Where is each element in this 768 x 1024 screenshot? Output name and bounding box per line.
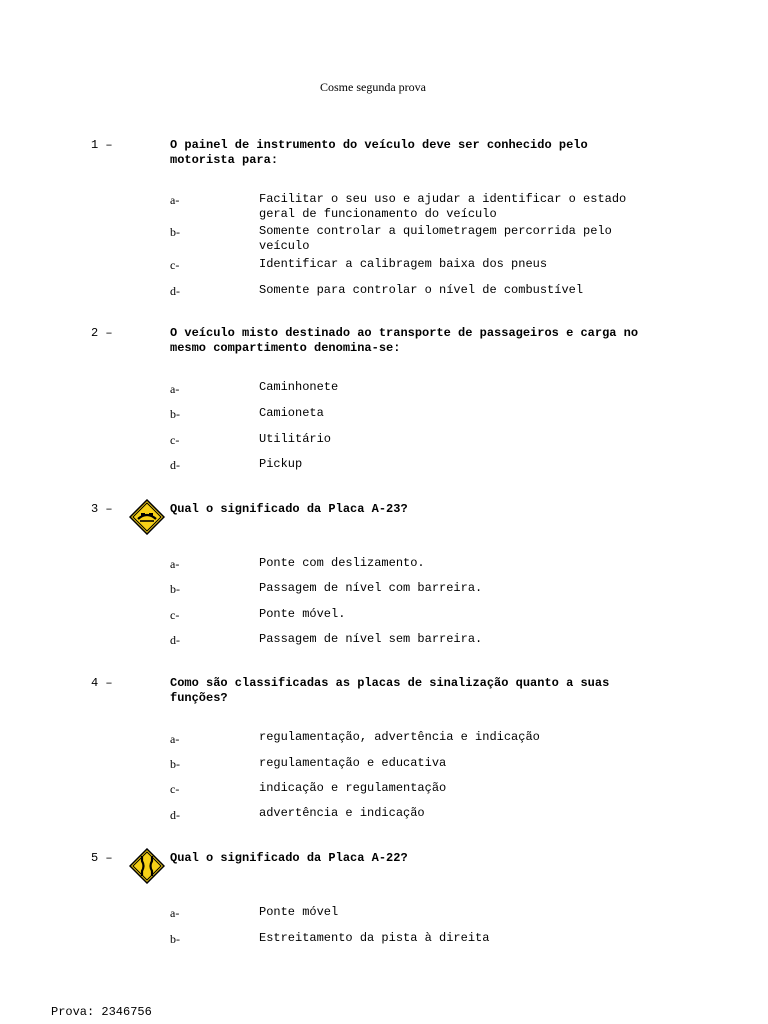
answer-letter: d- (170, 284, 180, 298)
answer-letter: d- (170, 458, 180, 472)
answer-letter: d- (170, 633, 180, 647)
question-number: 2 – (91, 326, 113, 340)
answer-letter: b- (170, 932, 180, 946)
answer-text: Passagem de nível sem barreira. (259, 632, 483, 646)
answer-letter: b- (170, 225, 180, 239)
question-number: 3 – (91, 502, 113, 516)
question-text: O painel de instrumento do veículo deve ser conhecido pelo motorista para: (170, 138, 595, 167)
document-title: Cosme segunda prova (320, 80, 426, 94)
question-text: O veículo misto destinado ao transporte de passageiros e carga no mesmo compartimento denomina-se: (170, 326, 646, 355)
answer-text: regulamentação, advertência e indicação (259, 730, 540, 744)
answer-letter: a- (170, 193, 180, 207)
question-text: Qual o significado da Placa A-23? (170, 502, 408, 516)
answer-letter: a- (170, 557, 180, 571)
answer-text: regulamentação e educativa (259, 756, 447, 770)
answer-text: Facilitar o seu uso e ajudar a identificar o estado geral de funcionamento do veículo (259, 192, 634, 221)
answer-text: indicação e regulamentação (259, 781, 447, 795)
answer-text: advertência e indicação (259, 806, 425, 820)
answer-text: Ponte móvel. (259, 607, 346, 621)
answer-text: Passagem de nível com barreira. (259, 581, 483, 595)
question-text: Qual o significado da Placa A-22? (170, 851, 408, 865)
question-number: 5 – (91, 851, 113, 865)
answer-letter: b- (170, 407, 180, 421)
answer-letter: c- (170, 258, 180, 272)
question-number: 4 – (91, 676, 113, 690)
answer-letter: b- (170, 757, 180, 771)
answer-text: Utilitário (259, 432, 332, 446)
answer-letter: c- (170, 782, 180, 796)
answer-letter: c- (170, 433, 180, 447)
answer-letter: a- (170, 906, 180, 920)
answer-text: Somente controlar a quilometragem percorrida pelo veículo (259, 224, 620, 253)
answer-text: Caminhonete (259, 380, 339, 394)
answer-text: Somente para controlar o nível de combustível (259, 283, 584, 297)
answer-letter: b- (170, 582, 180, 596)
answer-letter: d- (170, 808, 180, 822)
answer-letter: c- (170, 608, 180, 622)
answer-text: Ponte móvel (259, 905, 339, 919)
exam-id-footer: Prova: 2346756 (51, 1005, 152, 1019)
answer-letter: a- (170, 732, 180, 746)
road-sign-a23-icon (129, 499, 165, 535)
question-number: 1 – (91, 138, 113, 152)
answer-text: Pickup (259, 457, 303, 471)
answer-text: Estreitamento da pista à direita (259, 931, 490, 945)
answer-text: Identificar a calibragem baixa dos pneus (259, 257, 548, 271)
answer-text: Ponte com deslizamento. (259, 556, 425, 570)
answer-text: Camioneta (259, 406, 324, 420)
road-sign-a22-icon (129, 848, 165, 884)
question-text: Como são classificadas as placas de sinalização quanto a suas funções? (170, 676, 617, 705)
answer-letter: a- (170, 382, 180, 396)
